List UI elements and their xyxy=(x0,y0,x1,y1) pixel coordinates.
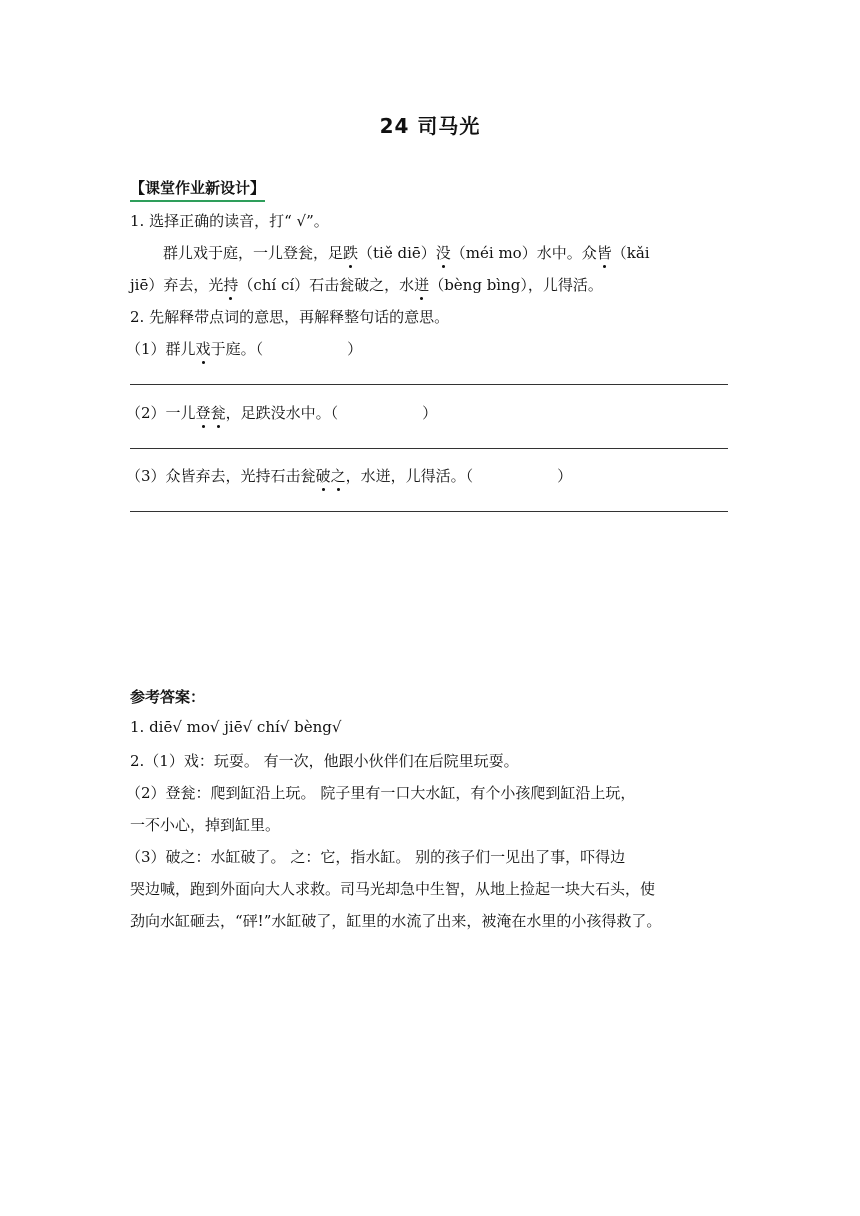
dotted-char: 破 xyxy=(315,467,331,485)
dotted-char: 戏 xyxy=(195,340,211,358)
q2-prompt: 2. 先解释带点词的意思，再解释整句话的意思。 xyxy=(130,308,450,326)
text-segment: jiē）弃去，光 xyxy=(130,276,224,294)
text-segment: ） xyxy=(557,467,573,485)
dotted-char: 之 xyxy=(330,467,346,485)
text-segment: （bèng bìng），儿得活。 xyxy=(429,276,603,294)
answer-2-2-line2: 一不小心，掉到缸里。 xyxy=(130,816,281,834)
dotted-char: 皆 xyxy=(596,244,612,262)
answer-line-3[interactable] xyxy=(130,511,728,512)
text-segment: ） xyxy=(347,340,363,358)
q1-prompt: 1. 选择正确的读音，打“ √”。 xyxy=(130,212,329,230)
answer-1: 1. diē√ mo√ jiē√ chí√ bèng√ xyxy=(130,718,342,736)
text-segment: （3）众皆弃去，光持石击瓮 xyxy=(126,467,316,485)
dotted-char: 瓮 xyxy=(210,404,226,422)
dotted-char: 迸 xyxy=(414,276,430,294)
q2-item-2 xyxy=(126,402,437,423)
text-segment: 于庭。（ xyxy=(210,340,264,358)
answers-header: 参考答案： xyxy=(130,688,206,706)
answer-2-3-line1: （3）破之：水缸破了。 之：它，指水缸。 别的孩子们一见出了事，吓得边 xyxy=(126,848,626,866)
text-segment: （1）群儿 xyxy=(126,340,196,358)
dotted-char: 持 xyxy=(223,276,239,294)
text-segment: （méi mo）水中。众 xyxy=(450,244,597,262)
answer-2-1: 2.（1）戏：玩耍。 有一次，他跟小伙伴们在后院里玩耍。 xyxy=(130,752,519,770)
answer-2-3-line3: 劲向水缸砸去，“砰!”水缸破了，缸里的水流了出来，被淹在水里的小孩得救了。 xyxy=(130,912,662,930)
text-segment: （2）一儿 xyxy=(126,404,196,422)
q1-sentence-line2 xyxy=(130,274,603,295)
text-segment: ，足跌没水中。（ xyxy=(225,404,339,422)
answer-2-3-line2: 哭边喊，跑到外面向大人求救。司马光却急中生智，从地上捡起一块大石头，使 xyxy=(130,880,656,898)
answer-line-2[interactable] xyxy=(130,448,728,449)
page-title: 24 司马光 xyxy=(379,114,481,138)
text-segment: ，水迸，儿得活。（ xyxy=(345,467,474,485)
text-segment: ） xyxy=(422,404,438,422)
answer-2-2-line1: （2）登瓮：爬到缸沿上玩。 院子里有一口大水缸，有个小孩爬到缸沿上玩， xyxy=(126,784,636,802)
q2-item-1 xyxy=(126,338,362,359)
answer-line-1[interactable] xyxy=(130,384,728,385)
text-segment: （chí cí）石击瓮破之，水 xyxy=(238,276,415,294)
q2-item-3 xyxy=(126,465,572,486)
section-header: 【课堂作业新设计】 xyxy=(130,177,265,202)
text-segment: 群儿戏于庭，一儿登瓮，足 xyxy=(163,244,344,262)
text-segment: （kǎi xyxy=(611,244,650,262)
dotted-char: 登 xyxy=(195,404,211,422)
q1-sentence-line1 xyxy=(163,242,650,263)
dotted-char: 跌 xyxy=(343,244,359,262)
dotted-char: 没 xyxy=(435,244,451,262)
text-segment: （tiě diē） xyxy=(358,244,436,262)
